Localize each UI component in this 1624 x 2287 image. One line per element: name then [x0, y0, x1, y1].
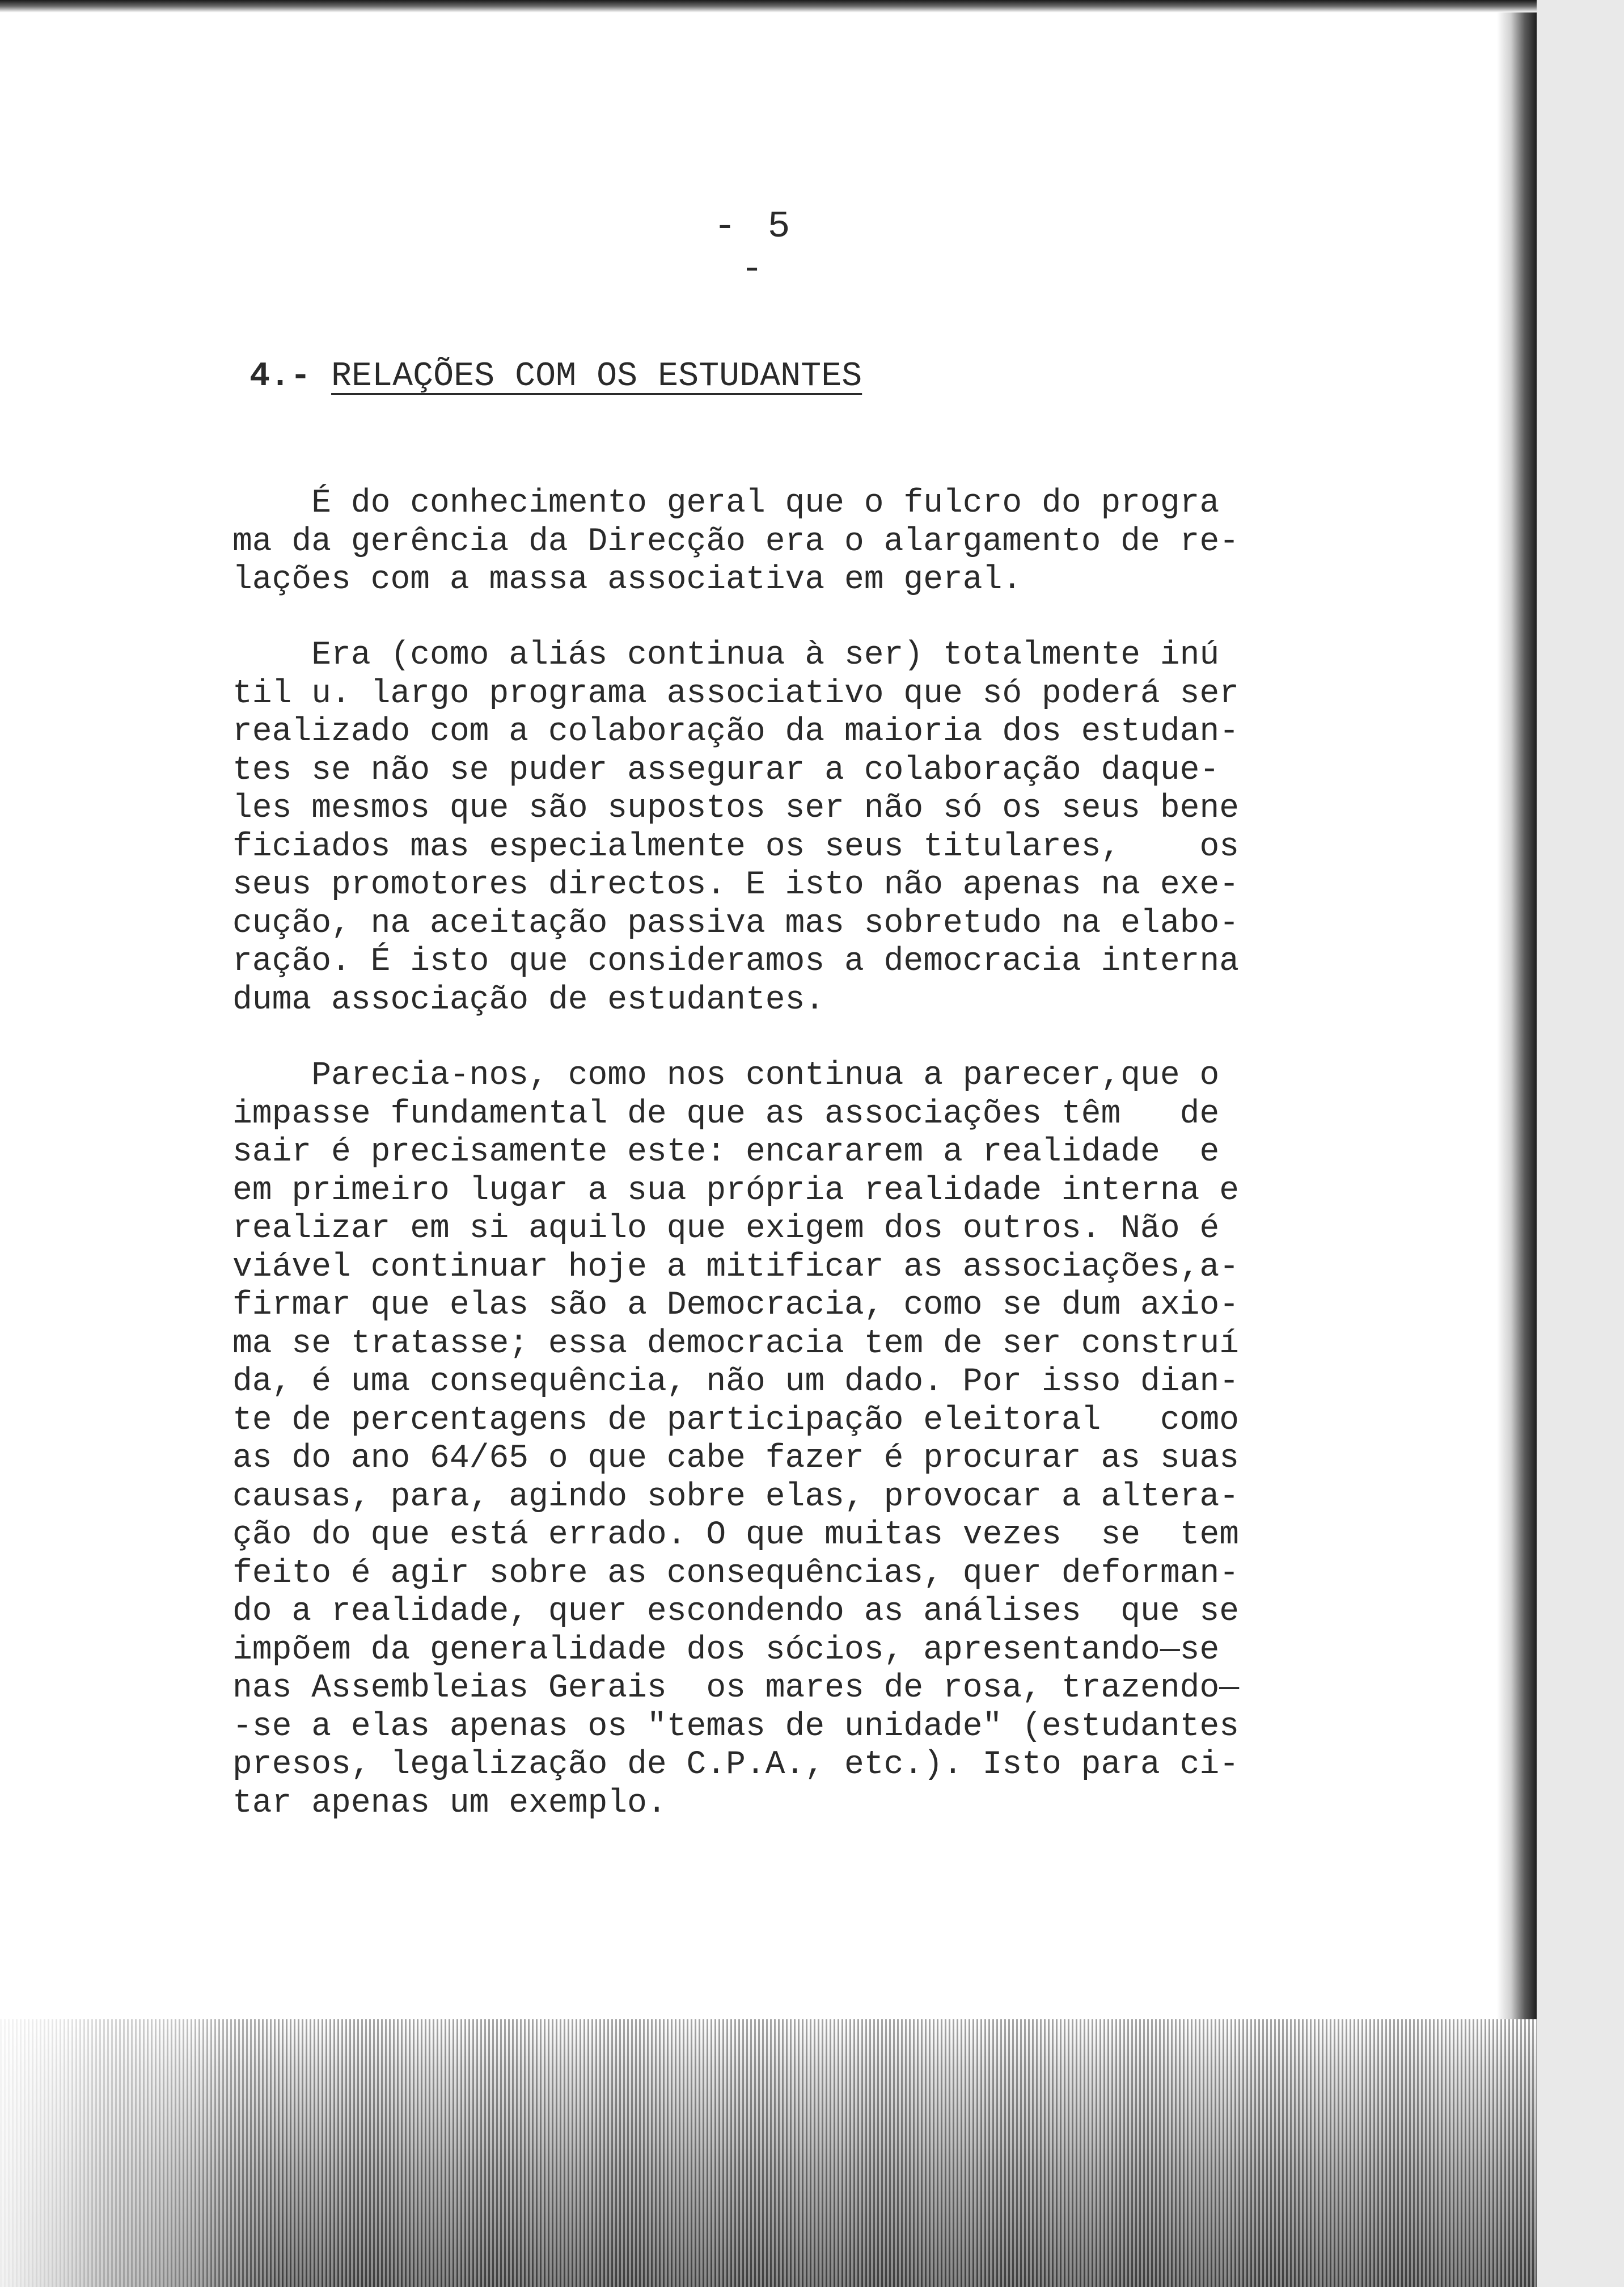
paragraph-line: sair é precisamente este: encararem a realidade e: [232, 1134, 1220, 1171]
paragraph-line: til u. largo programa associativo que só poderá ser: [232, 675, 1240, 712]
section-number: 4.-: [249, 357, 311, 396]
paragraph-line: impõem da generalidade dos sócios, apresentando—se: [232, 1631, 1220, 1669]
paragraph-line: -se a elas apenas os "temas de unidade" (estudantes: [232, 1708, 1240, 1745]
scan-bottom-fade: [0, 2019, 284, 2287]
page-number: - 5 -: [713, 205, 795, 290]
paragraph-line: te de percentagens de participação eleitoral como: [232, 1402, 1240, 1439]
paragraph-line: Parecia-nos, como nos continua a parecer,que o: [232, 1057, 1220, 1094]
paragraph-line: as do ano 64/65 o que cabe fazer é procurar as suas: [232, 1440, 1240, 1477]
paragraph-2: [232, 636, 1299, 1019]
paragraph-line: seus promotores directos. E isto não apenas na exe-: [232, 867, 1240, 904]
paragraph-line: causas, para, agindo sobre elas, provocar a altera-: [232, 1478, 1240, 1516]
paragraph-line: realizar em si aquilo que exigem dos outros. Não é: [232, 1210, 1220, 1247]
paragraph-1: [232, 484, 1299, 600]
paragraph-line: Era (como aliás continua à ser) totalmente inú: [232, 637, 1220, 674]
page-edge-shadow: [1497, 0, 1537, 2019]
paragraph-line: nas Assembleias Gerais os mares de rosa, trazendo—: [232, 1670, 1240, 1707]
paragraph-line: duma associação de estudantes.: [232, 981, 825, 1019]
paragraph-line: ficiados mas especialmente os seus titulares, os: [232, 828, 1240, 866]
paragraph-line: ção do que está errado. O que muitas vezes se tem: [232, 1517, 1240, 1554]
paragraph-line: presos, legalização de C.P.A., etc.). Isto para ci-: [232, 1746, 1240, 1783]
paragraph-line: da, é uma consequência, não um dado. Por isso dian-: [232, 1364, 1240, 1400]
paragraph-line: ma se tratasse; essa democracia tem de ser construí: [232, 1325, 1240, 1362]
paragraph-line: tes se não se puder assegurar a colaboração daque-: [232, 752, 1220, 789]
paragraph-line: viável continuar hoje a mitificar as associações,a-: [232, 1248, 1240, 1286]
section-title: RELAÇÕES COM OS ESTUDANTES: [331, 357, 862, 396]
paragraph-line: lações com a massa associativa em geral.: [232, 562, 1022, 598]
paragraph-3: [232, 1057, 1299, 1822]
paragraph-line: cução, na aceitação passiva mas sobretudo na elabo-: [232, 905, 1240, 942]
top-edge-shadow: [0, 0, 1537, 12]
paragraph-line: les mesmos que são supostos ser não só os seus bene: [232, 790, 1240, 827]
paragraph-line: ma da gerência da Direcção era o alargamento de re-: [232, 523, 1240, 560]
paragraph-line: realizado com a colaboração da maioria dos estudan-: [232, 714, 1240, 750]
section-heading: [249, 357, 862, 396]
paragraph-line: ração. É isto que consideramos a democracia interna: [232, 943, 1240, 980]
document-page: [0, 12, 1497, 2019]
scan-background: [1531, 0, 1624, 2287]
paragraph-line: do a realidade, quer escondendo as análises que se: [232, 1593, 1240, 1630]
paragraph-line: feito é agir sobre as consequências, quer deforman-: [232, 1555, 1240, 1592]
paragraph-line: impasse fundamental de que as associações têm de: [232, 1095, 1220, 1133]
paragraph-line: É do conhecimento geral que o fulcro do progra: [232, 485, 1220, 522]
paragraph-line: em primeiro lugar a sua própria realidade interna e: [232, 1172, 1240, 1209]
paragraph-line: firmar que elas são a Democracia, como se dum axio-: [232, 1287, 1240, 1324]
paragraph-line: tar apenas um exemplo.: [232, 1784, 667, 1822]
